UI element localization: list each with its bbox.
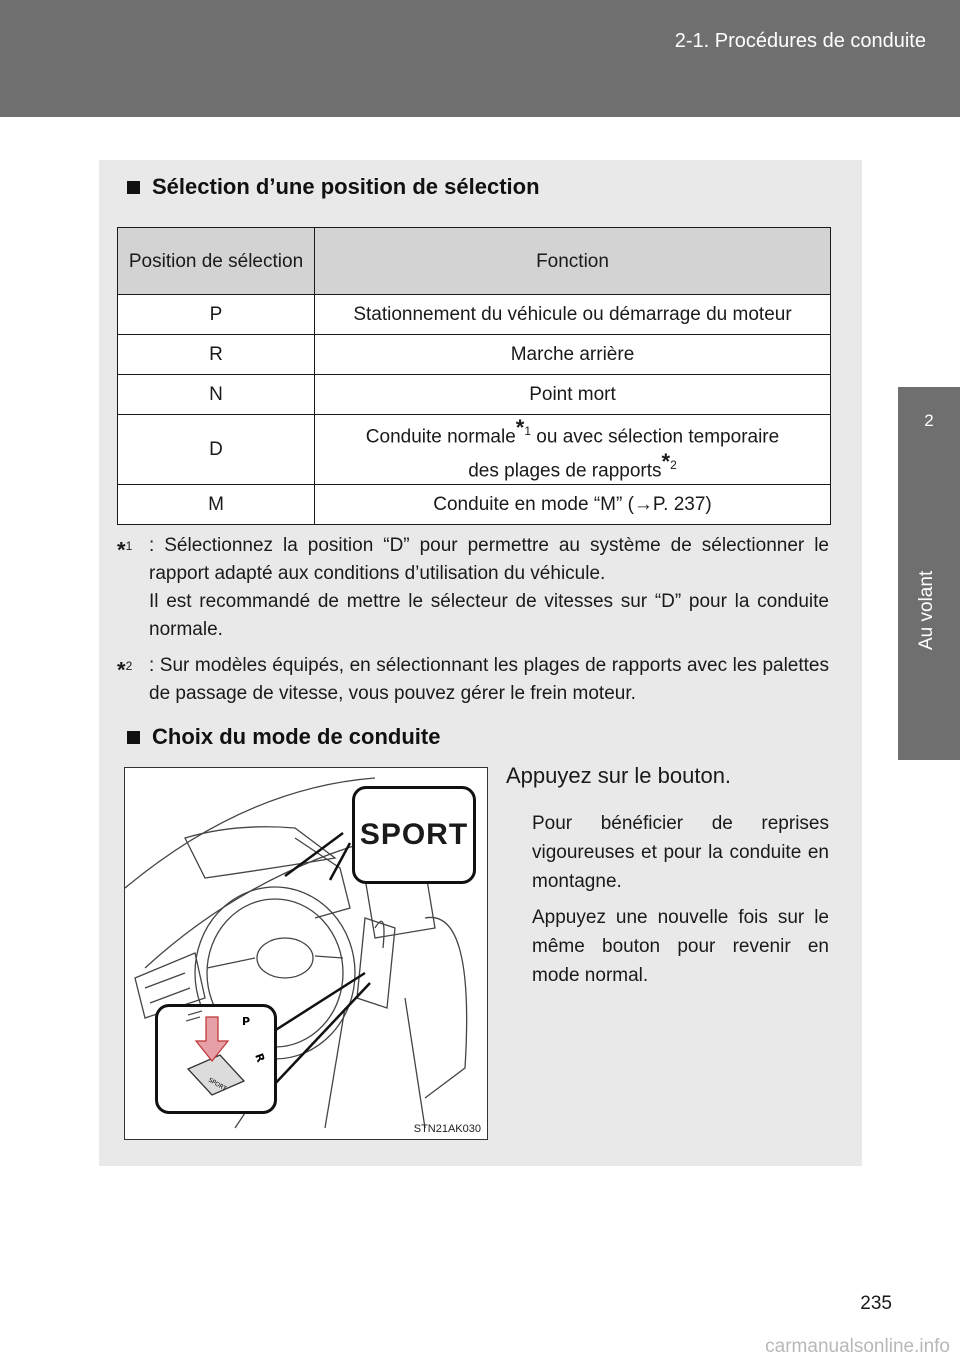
body-paragraph bbox=[532, 903, 829, 990]
function-text: Conduite normale bbox=[365, 426, 516, 448]
cell-function: Marche arrière bbox=[315, 335, 831, 375]
cell-position: D bbox=[118, 415, 315, 485]
table-header-position: Position de sélection bbox=[118, 228, 315, 295]
step-instruction: Appuyez sur le bouton. bbox=[506, 763, 732, 788]
footnote-ref-1[interactable]: *1 bbox=[515, 415, 532, 440]
cell-position: R bbox=[118, 335, 315, 375]
function-text: ou avec sélection temporaire bbox=[531, 426, 780, 448]
square-bullet-icon bbox=[127, 181, 140, 194]
cell-function: Stationnement du véhicule ou démarrage du moteur bbox=[315, 295, 831, 335]
table-row bbox=[118, 484, 831, 524]
function-text: des plages de rapports bbox=[468, 460, 662, 482]
footnote-text: : Sélectionnez la position “D” pour permettre au système de sélectionner le rapport adapté aux conditions d’utilisation du véhicule. bbox=[149, 535, 829, 584]
sport-button-press-drawing bbox=[158, 1007, 268, 1105]
footnote-mark: *$^2$ bbox=[117, 657, 133, 683]
cell-position: N bbox=[118, 375, 315, 415]
cell-position: P bbox=[118, 295, 315, 335]
sport-button-label: SPORT bbox=[359, 818, 469, 851]
table-row bbox=[118, 335, 831, 375]
inset-sport-label: SPORT bbox=[207, 1076, 228, 1093]
heading-text: Sélection d’une position de sélection bbox=[152, 174, 540, 199]
footnote-text: Il est recommandé de mettre le sélecteur de vitesses sur “D” pour la conduite normale. bbox=[149, 591, 829, 640]
table-row bbox=[118, 295, 831, 335]
shift-position-table bbox=[117, 227, 831, 525]
footnote-mark: *$^1$ bbox=[117, 537, 133, 563]
section-title: 2-1. Procédures de conduite bbox=[674, 30, 926, 52]
illustration-code: STN21AK030 bbox=[413, 1123, 481, 1135]
table-header-function: Fonction bbox=[315, 228, 831, 295]
chapter-number: 2 bbox=[924, 411, 934, 430]
table-row bbox=[118, 415, 831, 485]
footnote-1 bbox=[117, 532, 829, 644]
body-text: Appuyez une nouvelle fois sur le même bouton pour revenir en mode normal. bbox=[532, 907, 829, 986]
inset-letter-r: R bbox=[252, 1051, 268, 1064]
footnote-2 bbox=[117, 652, 829, 708]
sport-button-callout bbox=[352, 786, 476, 884]
heading-drive-mode bbox=[127, 724, 440, 750]
footnotes bbox=[117, 532, 829, 716]
cell-position: M bbox=[118, 484, 315, 524]
dashboard-illustration bbox=[124, 767, 488, 1140]
cell-function[interactable]: Conduite en mode “M” (→P. 237) bbox=[315, 484, 831, 524]
footnote-text: : Sur modèles équipés, en sélectionnant les plages de rapports avec les palettes de passage de vitesse, vous pouvez gérer le frein moteur. bbox=[149, 655, 829, 704]
shifter-inset bbox=[155, 1004, 277, 1114]
chapter-label: Au volant bbox=[916, 570, 937, 650]
footnote-ref-2[interactable]: *2 bbox=[661, 449, 677, 475]
table-row bbox=[118, 375, 831, 415]
header-band bbox=[0, 0, 960, 117]
inset-letter-p: P bbox=[242, 1015, 251, 1028]
chapter-tab[interactable] bbox=[898, 387, 960, 760]
page-number: 235 bbox=[860, 1293, 892, 1314]
heading-shift-position bbox=[127, 174, 540, 200]
heading-text: Choix du mode de conduite bbox=[152, 724, 441, 749]
watermark[interactable]: carmanualsonline.info bbox=[765, 1336, 950, 1357]
cell-function: Point mort bbox=[315, 375, 831, 415]
body-paragraph: Pour bénéficier de reprises vigoureuses et pour la conduite en montagne. bbox=[532, 813, 829, 892]
square-bullet-icon bbox=[127, 731, 140, 744]
cell-function bbox=[315, 415, 831, 485]
